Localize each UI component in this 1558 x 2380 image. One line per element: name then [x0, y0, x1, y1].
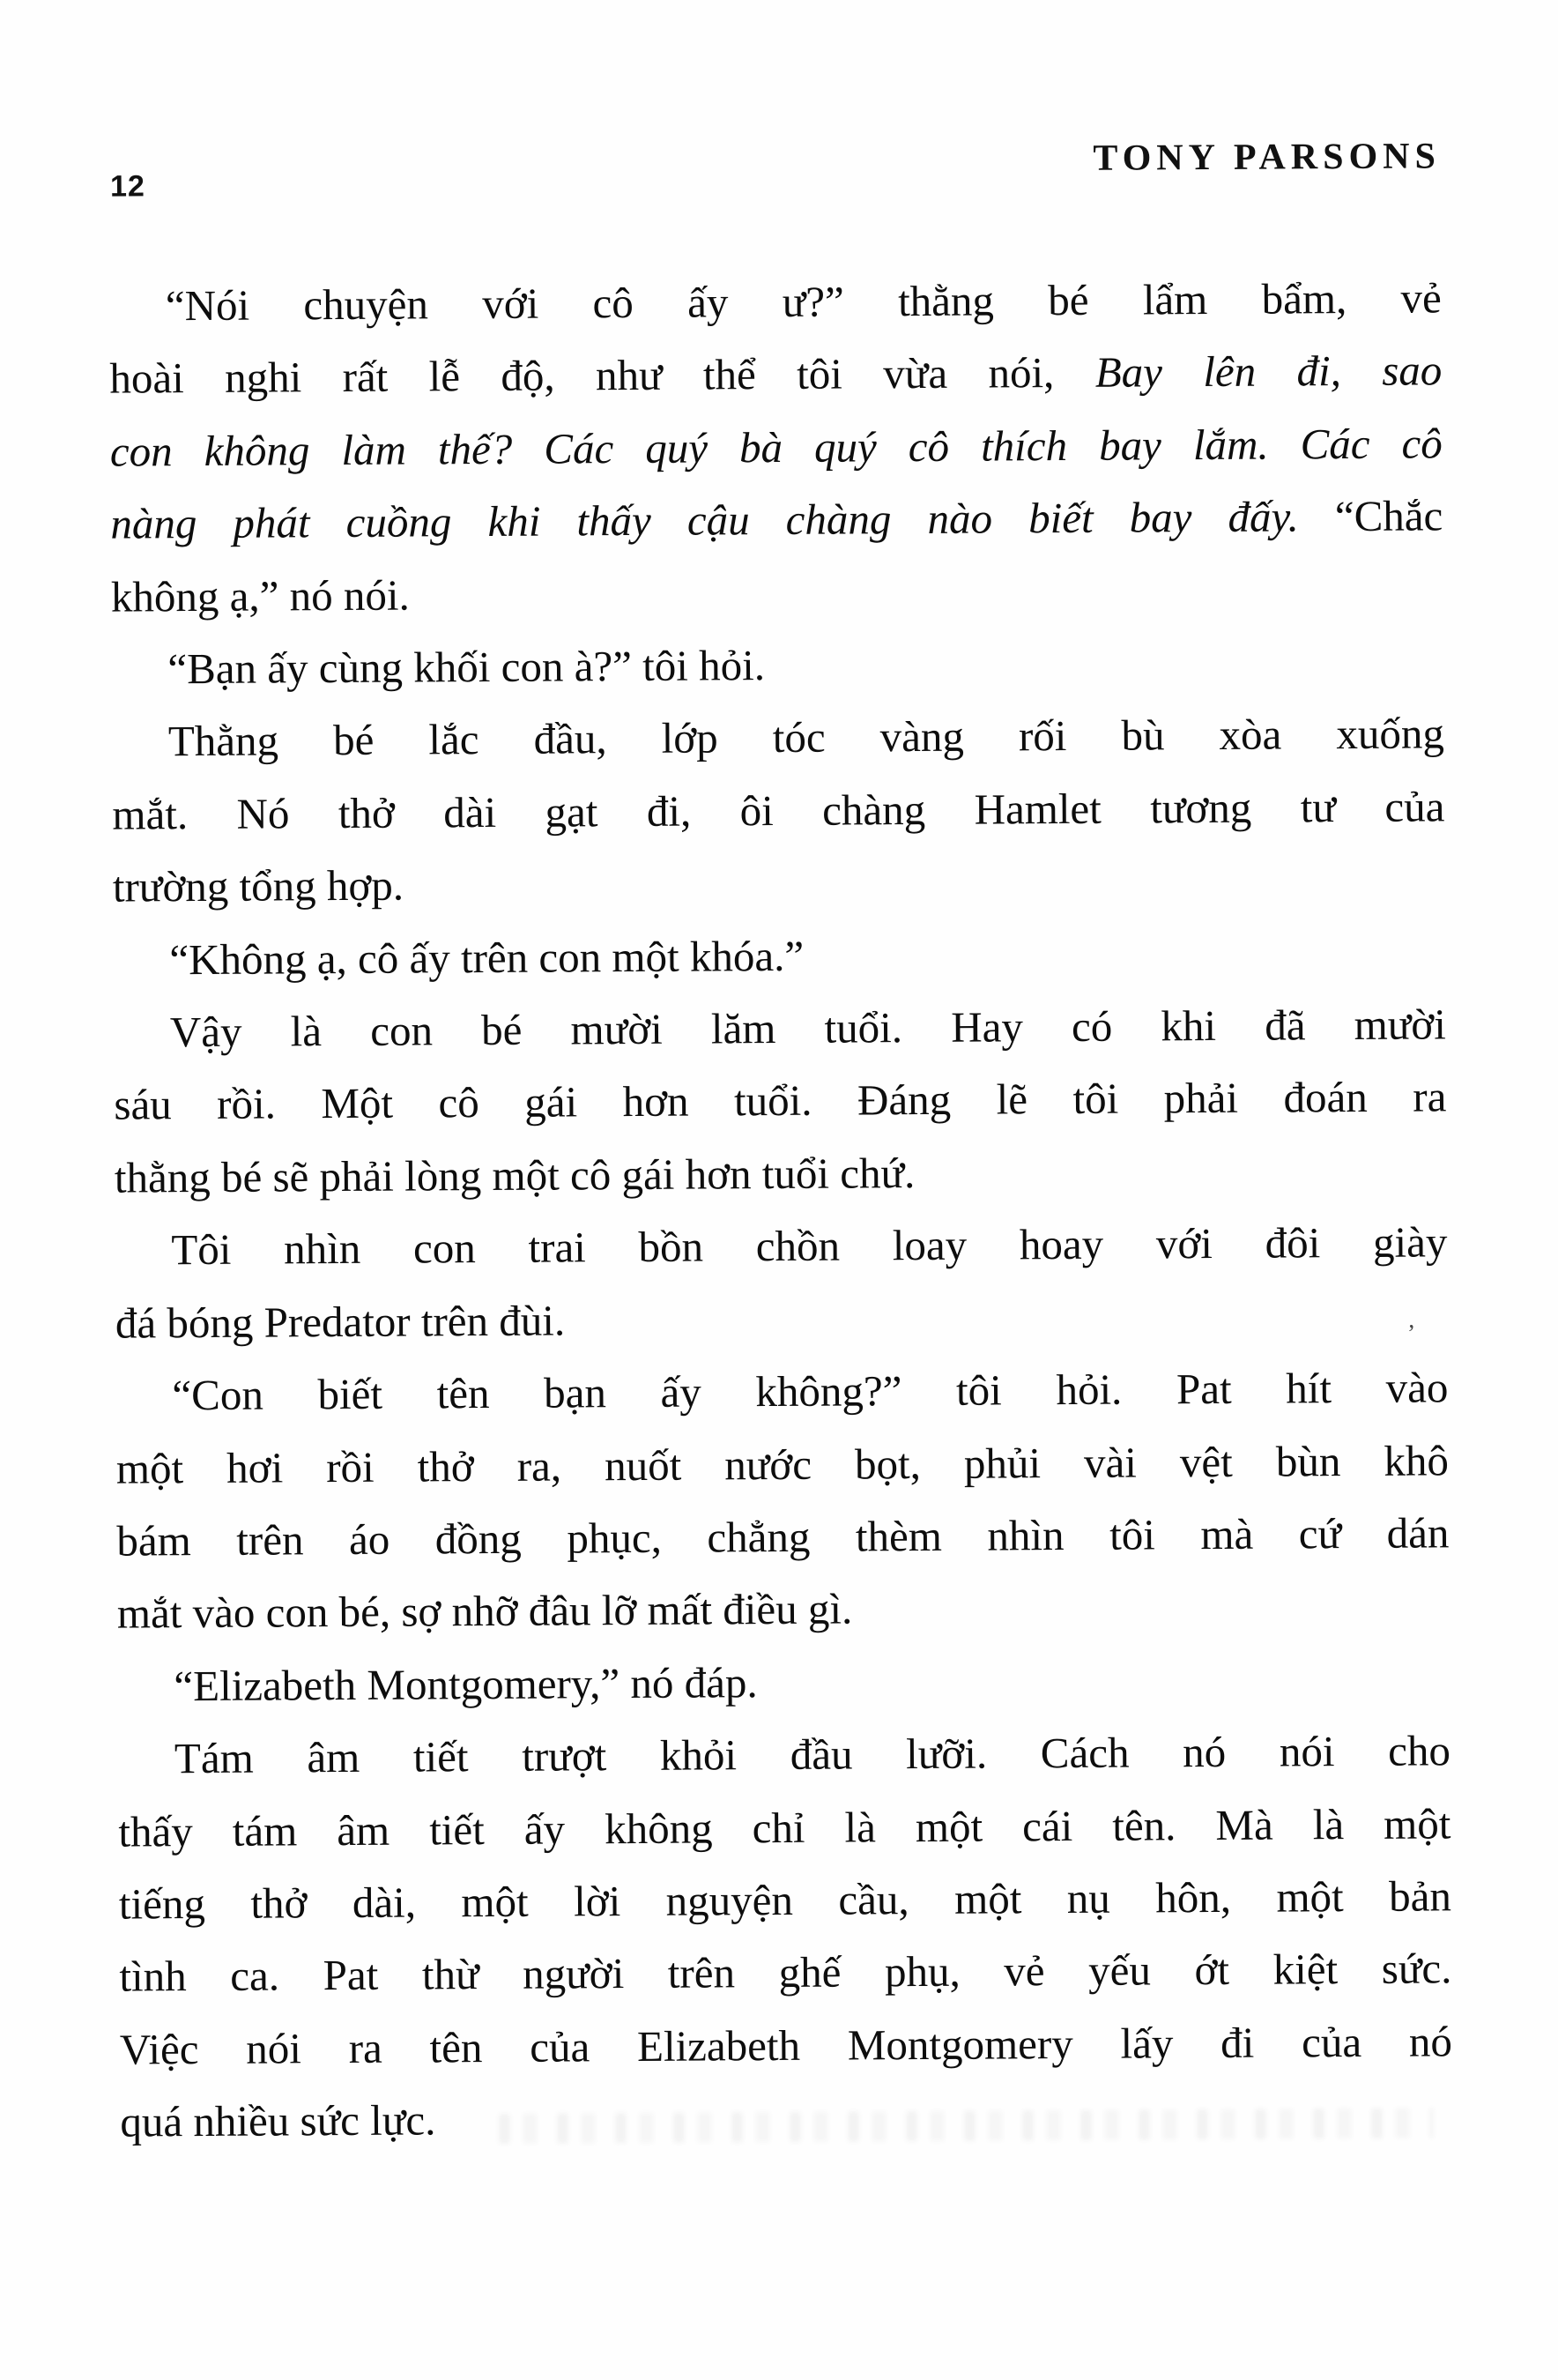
- text-segment: “Nói chuyện với cô ấy ư?” thằng bé lẩm bẩm, vẻ: [165, 273, 1442, 331]
- text-segment: trường tổng hợp.: [112, 860, 404, 911]
- text-line: [109, 335, 1442, 416]
- text-line: [116, 1497, 1449, 1578]
- text-segment: thấy tám âm tiết ấy không chỉ là một cái tên. Mà là một: [118, 1798, 1451, 1856]
- text-line: [119, 1860, 1451, 1941]
- text-segment: “Elizabeth Montgomery,” nó đáp.: [174, 1657, 758, 1710]
- text-segment: hoài nghi rất lễ độ, như thể tôi vừa nói,: [109, 348, 1095, 404]
- text-line: [115, 1279, 1448, 1360]
- text-segment: “Không ạ, cô ấy trên con một khóa.”: [169, 931, 805, 984]
- paragraph: [115, 1207, 1448, 1360]
- text-segment: sáu rồi. Một cô gái hơn tuổi. Đáng lẽ tôi phải đoán ra: [114, 1072, 1447, 1130]
- text-segment: không ạ,” nó nói.: [110, 570, 410, 621]
- text-segment: Tôi nhìn con trai bồn chồn loay hoay với đôi giày: [171, 1217, 1448, 1275]
- text-line: [112, 770, 1444, 852]
- text-segment: Tám âm tiết trượt khỏi đầu lưỡi. Cách nó nói cho: [174, 1726, 1451, 1783]
- page-number: 12: [109, 169, 145, 204]
- text-line: [110, 407, 1443, 488]
- text-segment: một hơi rồi thở ra, nuốt nước bọt, phủi vài vệt bùn khô: [115, 1435, 1450, 1493]
- page-header: [110, 135, 1441, 204]
- text-segment: tình ca. Pat thừ người trên ghế phụ, vẻ yếu ớt kiệt sức.: [119, 1944, 1452, 2001]
- text-line: [113, 844, 1445, 925]
- paragraph: [113, 916, 1445, 997]
- text-line: [115, 1134, 1447, 1215]
- text-segment: quá nhiều sức lực.: [120, 2095, 436, 2146]
- text-segment: Vậy là con bé mười lăm tuổi. Hay có khi đã mười: [169, 1000, 1447, 1057]
- text-line: [113, 916, 1445, 997]
- text-line: [117, 1570, 1450, 1651]
- paragraph: [114, 988, 1447, 1214]
- text-line: [115, 1351, 1448, 1432]
- text-segment: đá bóng Predator trên đùi.: [115, 1296, 566, 1348]
- text-segment: Thằng bé lắc đầu, lớp tóc vàng rối bù xòa xuống: [167, 709, 1445, 766]
- text-segment: “Bạn ấy cùng khối con à?” tôi hỏi.: [167, 641, 766, 694]
- text-segment: thằng bé sẽ phải lòng một cô gái hơn tuổi chứ.: [114, 1148, 916, 1202]
- text-segment: Việc nói ra tên của Elizabeth Montgomery lấy đi của nó: [119, 2017, 1453, 2074]
- italic-text-segment: nàng phát cuồng khi thấy cậu chàng nào biết bay đấy.: [110, 492, 1336, 548]
- text-line: [109, 262, 1442, 343]
- paragraph: [112, 698, 1445, 924]
- text-line: [117, 1642, 1450, 1723]
- text-line: [116, 1424, 1449, 1506]
- paragraph: [117, 1642, 1450, 1723]
- scan-speck: ’: [1406, 1320, 1416, 1348]
- text-line: [115, 1207, 1447, 1288]
- text-segment: “Chắc: [1334, 491, 1443, 541]
- paragraph: [115, 1351, 1450, 1650]
- paragraph: [109, 262, 1443, 633]
- italic-text-segment: con không làm thế? Các quý bà quý cô thích bay lắm. Các cô: [109, 419, 1443, 476]
- paragraph: [111, 625, 1443, 706]
- paragraph: [118, 1714, 1453, 2159]
- text-segment: mắt. Nó thở dài gạt đi, ôi chàng Hamlet tương tư của: [112, 782, 1445, 839]
- text-segment: mắt vào con bé, sợ nhỡ đâu lỡ mất điều gì.: [116, 1584, 853, 1638]
- text-segment: “Con biết tên bạn ấy không?” tôi hỏi. Pat hít vào: [172, 1363, 1449, 1420]
- page-body-text: [109, 262, 1453, 2159]
- text-line: [119, 1933, 1451, 2014]
- text-segment: bám trên áo đồng phục, chẳng thèm nhìn tôi mà cứ dán: [116, 1508, 1450, 1566]
- text-line: [114, 1061, 1446, 1142]
- text-line: [118, 1788, 1450, 1869]
- italic-text-segment: Bay lên đi, sao: [1094, 346, 1443, 398]
- text-line: [112, 698, 1444, 779]
- text-line: [114, 988, 1446, 1069]
- show-through-artifact: [499, 2108, 1433, 2143]
- text-line: [110, 480, 1443, 562]
- text-line: [111, 553, 1443, 634]
- text-line: [118, 1714, 1450, 1796]
- running-header-author: TONY PARSONS: [1093, 136, 1441, 179]
- text-line: [120, 2005, 1452, 2086]
- text-segment: tiếng thở dài, một lời nguyện cầu, một nụ hôn, một bản: [118, 1871, 1452, 1929]
- text-line: [111, 625, 1443, 706]
